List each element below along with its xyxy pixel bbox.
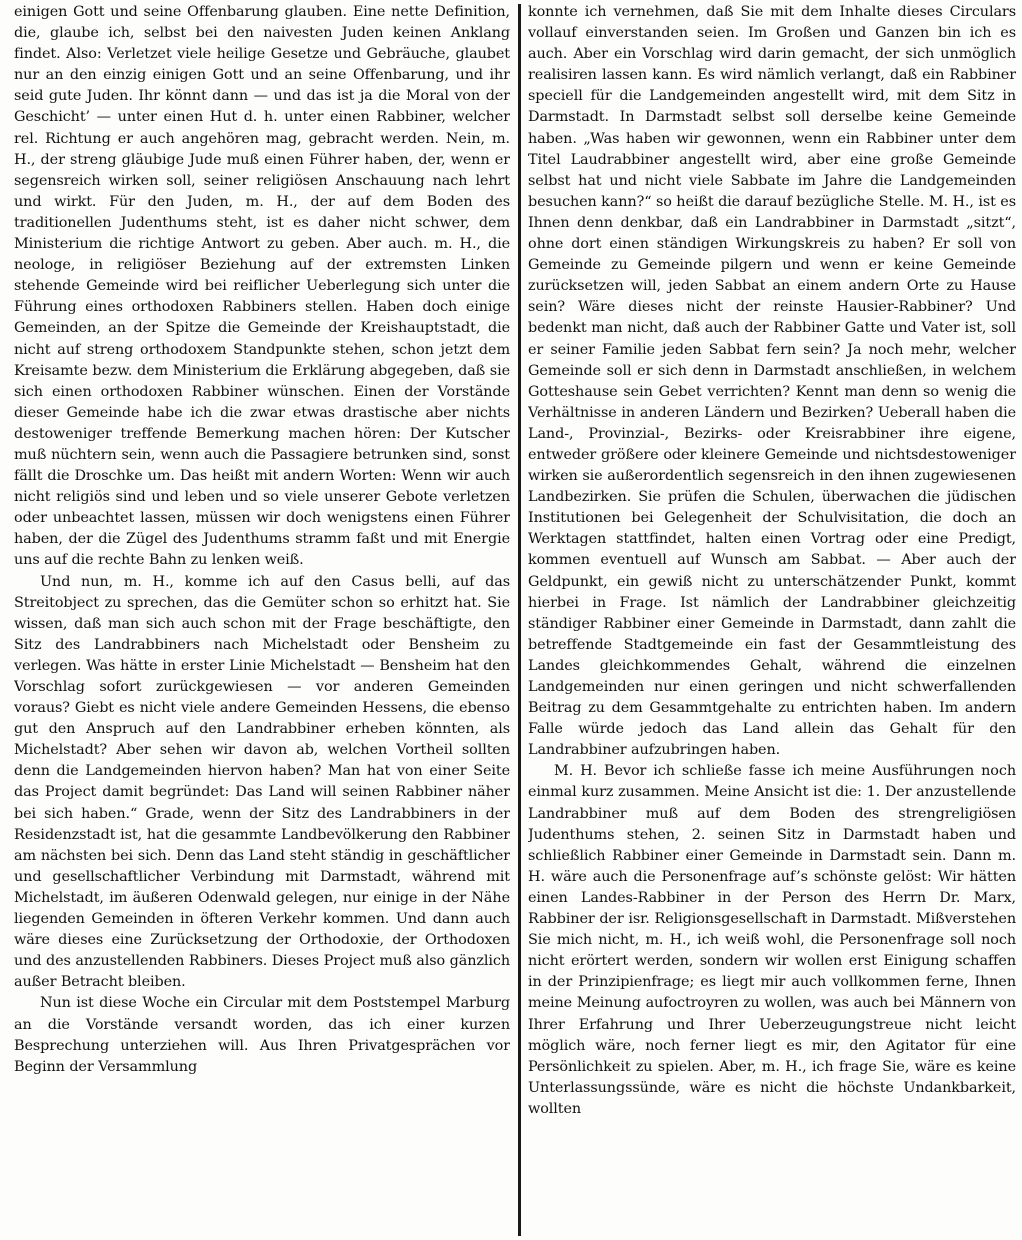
paragraph: einigen Gott und seine Offenbarung glauben. Eine nette Definition, die, glaube ich, selbst bei den naivesten Juden keinen Anklang findet. Also: Verletzet viele heilige Gesetze und Gebräuche, glaubet nur an den einzig einigen Gott und an seine Offenbarung, und ihr seid gute Juden. Ihr könnt dann — und das ist ja die Moral von der Geschicht’ — unter einen Hut d. h. unter einen Rabbiner, welcher rel. Richtung er auch angehören mag, gebracht werden. Nein, m. H., der streng gläubige Jude muß einen Führer haben, der, wenn er segensreich wirken soll, seiner religiösen Anschauung nach lehrt und wirkt. Für den Juden, m. H., der auf dem Boden des traditionellen Judenthums steht, ist es daher nicht schwer, dem Ministerium die richtige Antwort zu geben. Aber auch. m. H., die neologe, in religiöser Beziehung auf der extremsten Linken stehende Gemeinde wird bei reiflicher Ueberlegung sich unter die Führung eines orthodoxen Rabbiners stellen. Haben doch einige Gemeinden, an der Spitze die Gemeinde der Kreishauptstadt, die nicht auf streng orthodoxem Standpunkte stehen, schon jetzt dem Kreisamte bezw. dem Ministerium die Erklärung abgegeben, daß sie sich einen orthodoxen Rabbiner wünschen. Einen der Vorstände dieser Gemeinde habe ich die zwar etwas drastische aber nichts destoweniger treffende Bemerkung machen hören: Der Kutscher muß nüchtern sein, wenn auch die Passagiere betrunken sind, sonst fällt die Droschke um. Das heißt mit andern Worten: Wenn wir auch nicht religiös sind und leben und so viele unserer Gebote verletzen oder unbeachtet lassen, müssen wir doch wenigstens einen Führer haben, der die Zügel des Judenthums stramm faßt und mit Energie uns auf die rechte Bahn zu lenken weiß. (14, 4, 510, 569)
left-column (14, 2, 510, 1236)
column-divider (518, 4, 521, 1236)
paragraph: Nun ist diese Woche ein Circular mit dem Poststempel Marburg an die Vorstände versandt worden, das ich einer kurzen Besprechung unterziehen will. Aus Ihren Privatgesprächen vor Beginn der Versammlung (14, 995, 510, 1075)
paragraph: M. H. Bevor ich schließe fasse ich meine Ausführungen noch einmal kurz zusammen. Meine Ansicht ist die: 1. Der anzustellende Landrabbiner muß auf dem Boden des strengreligiösen Judenthums stehen, 2. seinen Sitz in Darmstadt haben und schließlich Rabbiner einer Gemeinde in Darmstadt sein. Dann m. H. wäre auch die Personenfrage auf’s schönste gelöst: Wir hätten einen Landes-Rabbiner in der Person des Herrn Dr. Marx, Rabbiner der isr. Religionsgesellschaft in Darmstadt. Mißverstehen Sie mich nicht, m. H., ich weiß wohl, die Personenfrage soll noch nicht erörtert werden, sondern wir wollen erst Einigung schaffen in der Prinzipienfrage; es liegt mir auch vollkommen ferne, Ihnen meine Meinung aufoctroyren zu wollen, was auch bei Männern von Ihrer Erfahrung und Ihrer Ueberzeugungstreue nicht leicht möglich wäre, noch ferner liegt es mir, den Agitator für eine Persönlichkeit zu spielen. Aber, m. H., ich frage Sie, wäre es keine Unterlassungssünde, wäre es nicht die höchste Undankbarkeit, wollten (528, 763, 1016, 1117)
paragraph: konnte ich vernehmen, daß Sie mit dem Inhalte dieses Circulars vollauf einverstanden seien. Im Großen und Ganzen bin ich es auch. Aber ein Vorschlag wird darin gemacht, der sich unmöglich realisiren lassen kann. Es wird nämlich verlangt, daß ein Rabbiner speciell für die Landgemeinden angestellt wird, mit dem Sitz in Darmstadt. In Darmstadt selbst soll derselbe keine Gemeinde haben. „Was haben wir gewonnen, wenn ein Rabbiner unter dem Titel Laudrabbiner angestellt wird, aber eine große Gemeinde selbst hat und nicht viele Sabbate im Jahre die Landgemeinden besuchen kann?“ so heißt die darauf bezügliche Stelle. M. H., ist es Ihnen denn denkbar, daß ein Landrabbiner in Darmstadt „sitzt“, ohne dort einen ständigen Wirkungskreis zu haben? Er soll von Gemeinde zu Gemeinde pilgern und wenn er keine Gemeinde zurücksetzen will, jeden Sabbat an einem andern Orte zu Hause sein? Wäre dieses nicht der reinste Hausier-Rabbiner? Und bedenkt man nicht, daß auch der Rabbiner Gatte und Vater ist, soll er seiner Familie jeden Sabbat fern sein? Ja noch mehr, welcher Gemeinde soll er sich denn in Darmstadt anschließen, in welchem Gotteshause sein Gebet verrichten? Kennt man denn so wenig die Verhältnisse in anderen Ländern und Bezirken? Ueberall haben die Land-, Provinzial-, Bezirks- oder Kreisrabbiner ihre eigene, entweder größere oder kleinere Gemeinde und nichtsdestoweniger wirken sie außerordentlich segensreich in den ihnen zugewiesenen Landbezirken. Sie prüfen die Schulen, überwachen die jüdischen Institutionen bei Gelegenheit der Schulvisitation, die doch an Werktagen stattfindet, halten einen Vortrag oder eine Predigt, kommen eventuell auf Wunsch am Sabbat. — Aber auch der Geldpunkt, ein gewiß nicht zu unterschätzender Punkt, kommt hierbei in Frage. Ist nämlich der Landrabbiner gleichzeitig ständiger Rabbiner einer Gemeinde in Darmstadt, dann zahlt die betreffende Stadtgemeinde ein fast der Gesammtleistung des Landes gleichkommendes Gehalt, während die einzelnen Landgemeinden nur einen geringen und nicht schwerfallenden Beitrag zu dem Gesammtgehalte zu entrichten haben. Im andern Falle würde jedoch das Land allein das Gehalt für den Landrabbiner aufzubringen haben. (528, 4, 1016, 759)
paragraph: Und nun, m. H., komme ich auf den Casus belli, auf das Streitobject zu sprechen, das die Gemüter schon so erhitzt hat. Sie wissen, daß man sich auch schon mit der Frage beschäftigte, den Sitz des Landrabbiners nach Michelstadt oder Bensheim zu verlegen. Was hätte in erster Linie Michelstadt — Bensheim hat den Vorschlag sofort zurückgewiesen — vor anderen Gemeinden voraus? Giebt es nicht viele andere Gemeinden Hessens, die ebenso gut den Anspruch auf den Landrabbiner erheben könnten, als Michelstadt? Aber sehen wir davon ab, welchen Vortheil sollten denn die Landgemeinden hiervon haben? Man hat von einer Seite das Project damit begründet: Das Land will seinen Rabbiner näher bei sich haben.“ Grade, wenn der Sitz des Landrabbiners in der Residenzstadt ist, hat die gesammte Landbevölkerung den Rabbiner am nächsten bei sich. Denn das Land steht ständig in geschäftlicher und gesellschaftlicher Verbindung mit Darmstadt, während mit Michelstadt, im äußeren Odenwald gelegen, nur einige in der Nähe liegenden Gemeinden in öfteren Verkehr kommen. Und dann auch wäre dieses eine Zurücksetzung der Orthodoxie, der Orthodoxen und des anzustellenden Rabbiners. Dieses Project muß also gänzlich außer Betracht bleiben. (14, 573, 510, 991)
right-column (528, 2, 1016, 1236)
